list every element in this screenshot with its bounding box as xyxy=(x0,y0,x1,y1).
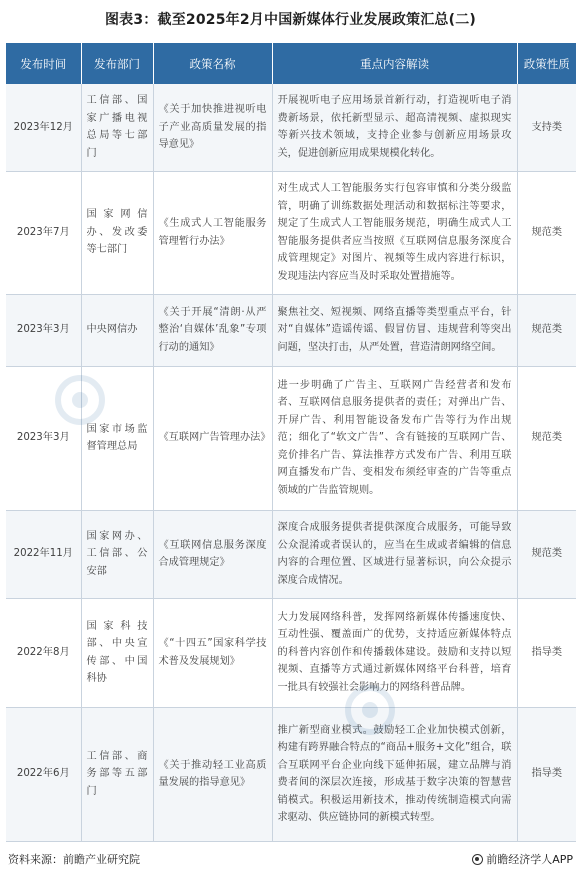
cell-dept: 工信部、国家广播电视总局等七部门 xyxy=(81,84,153,171)
header-dept: 发布部门 xyxy=(81,43,153,84)
brand-logo-icon xyxy=(472,854,483,865)
cell-date: 2023年3月 xyxy=(6,294,81,366)
page-title: 图表3：截至2025年2月中国新媒体行业发展政策汇总(二) xyxy=(104,12,477,28)
cell-dept: 中央网信办 xyxy=(81,294,153,366)
cell-date: 2022年6月 xyxy=(6,707,81,841)
table-row xyxy=(6,598,576,707)
cell-policy: 《关于推动轻工业高质量发展的指导意见》 xyxy=(153,707,272,841)
header-type: 政策性质 xyxy=(517,43,576,84)
table-row xyxy=(6,84,576,171)
cell-content: 进一步明确了广告主、互联网广告经营者和发布者、互联网信息服务提供者的责任；对弹出广告、开屏广告、利用智能设备发布广告等行为作出规范；细化了“软文广告”、含有链接的互联网广告、竞价排名广告、算法推荐方式发布广告、利用互联网直播发布广告、变相发布须经审查的广告等重点领域的广告监管规则。 xyxy=(272,366,517,510)
cell-policy: 《关于加快推进视听电子产业高质量发展的指导意见》 xyxy=(153,84,272,171)
cell-content: 推广新型商业模式。鼓励轻工企业加快模式创新，构建有跨界融合特点的“商品+服务+文化”组合，联合互联网平台企业向线下延伸拓展，建立品牌与消费者间的深层次连接，形成基于数字决策的智慧营销模式。积极运用新技术，推动传统制造模式向需求驱动、供应链协同的新模式转型。 xyxy=(272,707,517,841)
cell-type: 指导类 xyxy=(517,707,576,841)
cell-dept: 国家网信办、发改委等七部门 xyxy=(81,171,153,294)
cell-dept: 工信部、商务部等五部门 xyxy=(81,707,153,841)
cell-date: 2023年7月 xyxy=(6,171,81,294)
cell-content: 聚焦社交、短视频、网络直播等类型重点平台，针对“自媒体”造谣传谣、假冒仿冒、违规营利等突出问题，坚决打击，从严处置，营造清朗网络空间。 xyxy=(272,294,517,366)
cell-type: 规范类 xyxy=(517,171,576,294)
cell-content: 深度合成服务提供者提供深度合成服务，可能导致公众混淆或者误认的，应当在生成或者编辑的信息内容的合理位置、区域进行显著标识，向公众提示深度合成情况。 xyxy=(272,510,517,598)
header-content: 重点内容解读 xyxy=(272,43,517,84)
table-row xyxy=(6,510,576,598)
cell-dept: 国家科技部、中央宣传部、中国科协 xyxy=(81,598,153,707)
cell-type: 支持类 xyxy=(517,84,576,171)
cell-type: 规范类 xyxy=(517,366,576,510)
header-policy: 政策名称 xyxy=(153,43,272,84)
cell-content: 开展视听电子应用场景首新行动，打造视听电子消费新场景，依托新型显示、超高清视频、虚拟现实等新兴技术领域，支持企业参与创新应用场景攻关，促进创新应用成果规模化转化。 xyxy=(272,84,517,171)
policy-table xyxy=(6,43,576,842)
table-row xyxy=(6,366,576,510)
cell-policy: 《生成式人工智能服务管理暂行办法》 xyxy=(153,171,272,294)
brand-label: 前瞻经济学人APP xyxy=(486,853,573,866)
cell-type: 规范类 xyxy=(517,294,576,366)
cell-type: 规范类 xyxy=(517,510,576,598)
brand-footer xyxy=(472,851,573,867)
cell-policy: 《互联网广告管理办法》 xyxy=(153,366,272,510)
header-date: 发布时间 xyxy=(6,43,81,84)
cell-date: 2023年3月 xyxy=(6,366,81,510)
cell-date: 2022年11月 xyxy=(6,510,81,598)
cell-policy: 《“十四五”国家科学技术普及发展规划》 xyxy=(153,598,272,707)
cell-date: 2023年12月 xyxy=(6,84,81,171)
table-row xyxy=(6,294,576,366)
cell-dept: 国家网办、工信部、公安部 xyxy=(81,510,153,598)
table-row xyxy=(6,171,576,294)
cell-content: 大力发展网络科普，发挥网络新媒体传播速度快、互动性强、覆盖面广的优势，支持适应新媒体特点的科普内容创作和传播载体建设。鼓励和支持以短视频、直播等方式通过新媒体网络平台科普，培育一批具有较强社会影响力的网络科普品牌。 xyxy=(272,598,517,707)
table-header-row xyxy=(6,43,576,84)
cell-type: 指导类 xyxy=(517,598,576,707)
cell-dept: 国家市场监督管理总局 xyxy=(81,366,153,510)
cell-policy: 《关于开展“清朗·从严整治‘自媒体’乱象”专项行动的通知》 xyxy=(153,294,272,366)
table-row xyxy=(6,707,576,841)
cell-policy: 《互联网信息服务深度合成管理规定》 xyxy=(153,510,272,598)
cell-content: 对生成式人工智能服务实行包容审慎和分类分级监管，明确了训练数据处理活动和数据标注等要求，规定了生成式人工智能服务规范，明确生成式人工智能服务提供者应当按照《互联网信息服务深度合成管理规定》对图片、视频等生成内容进行标识，发现违法内容应当及时采取处置措施等。 xyxy=(272,171,517,294)
cell-date: 2022年8月 xyxy=(6,598,81,707)
source-note: 资料来源：前瞻产业研究院 xyxy=(8,853,140,866)
